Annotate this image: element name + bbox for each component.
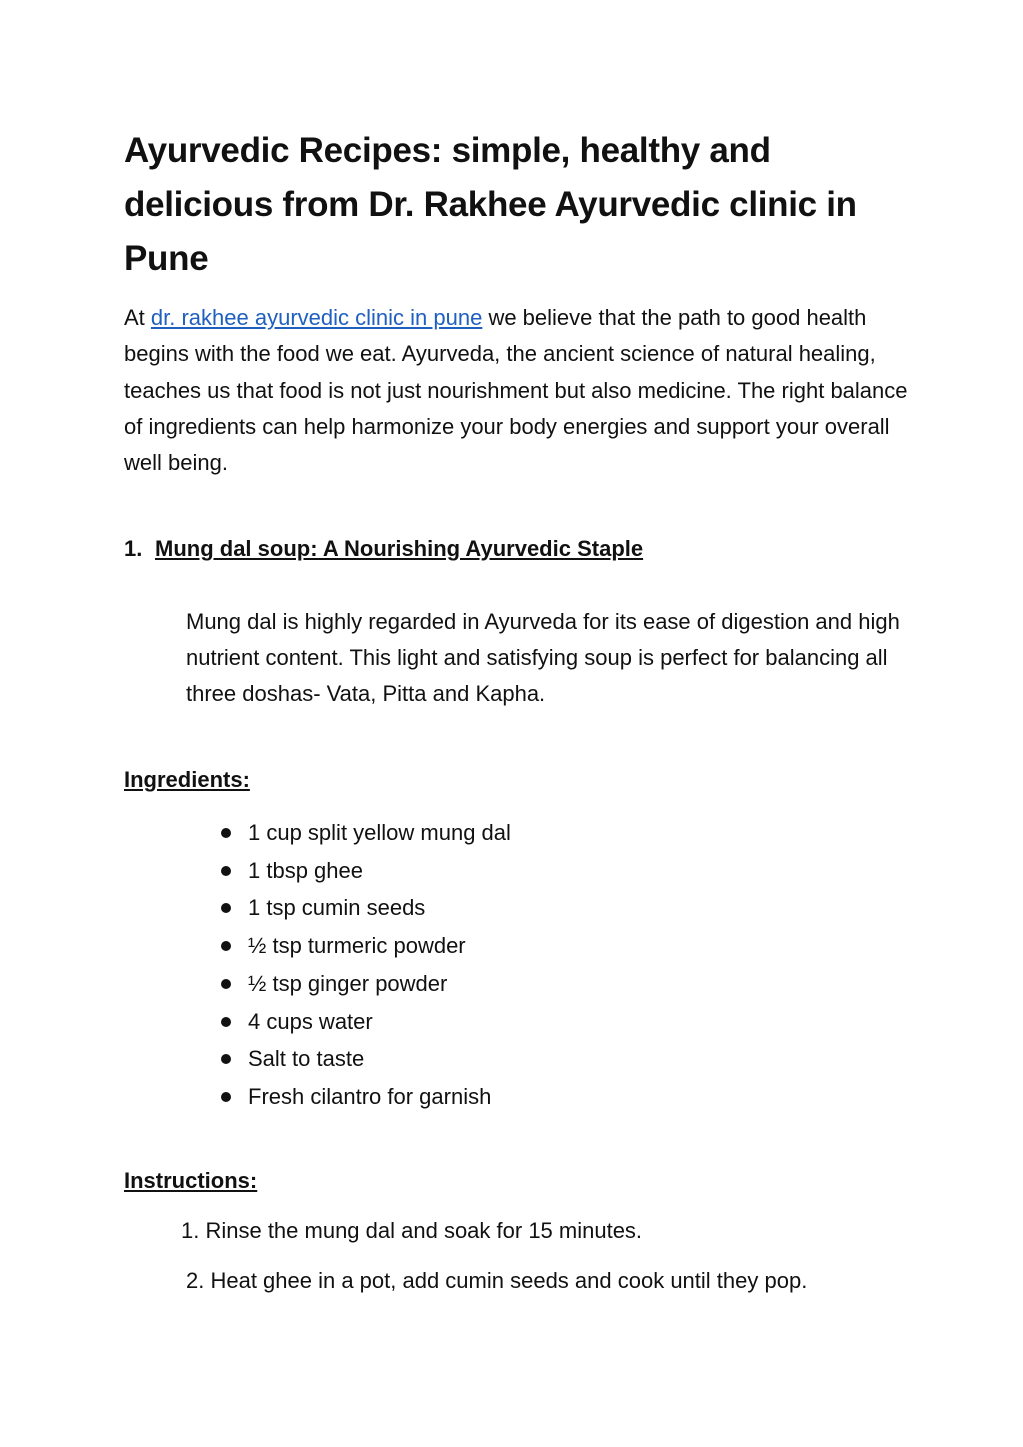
ingredient-text: ½ tsp ginger powder <box>248 970 448 996</box>
intro-paragraph <box>124 300 914 481</box>
clinic-link[interactable]: dr. rakhee ayurvedic clinic in pune <box>150 305 483 330</box>
ingredient-text: 1 tsp cumin seeds <box>248 895 426 921</box>
recipe-number: 1. <box>124 536 143 561</box>
page-title: Ayurvedic Recipes: simple, healthy and delicious from Dr. Rakhee Ayurvedic clinic in Pune <box>124 131 857 278</box>
recipe-description: Mung dal is highly regarded in Ayurveda for its ease of digestion and high nutrient content. This light and satisfying soup is perfect for balancing all three doshas- Vata, Pitta and Kapha. <box>186 609 900 706</box>
recipe-heading <box>124 533 643 565</box>
ingredients-list <box>215 814 511 1116</box>
list-item <box>215 1040 511 1078</box>
ingredient-text: Fresh cilantro for garnish <box>248 1083 492 1109</box>
list-item <box>215 852 511 890</box>
bullet-icon <box>221 979 231 989</box>
ingredient-text: Salt to taste <box>248 1046 365 1072</box>
bullet-icon <box>221 903 231 913</box>
ingredient-text: ½ tsp turmeric powder <box>248 933 466 959</box>
bullet-icon <box>221 941 231 951</box>
bullet-icon <box>221 1017 231 1027</box>
instruction-step-1: 1. Rinse the mung dal and soak for 15 minutes. <box>181 1218 643 1243</box>
instructions-label: Instructions: <box>124 1168 258 1193</box>
ingredient-text: 1 cup split yellow mung dal <box>248 820 511 845</box>
instruction-step-2: 2. Heat ghee in a pot, add cumin seeds and cook until they pop. <box>186 1268 808 1293</box>
bullet-icon <box>221 828 231 838</box>
bullet-icon <box>221 1092 231 1102</box>
intro-prefix: At <box>124 305 151 330</box>
recipe-heading-text: Mung dal soup: A Nourishing Ayurvedic Staple <box>155 536 644 561</box>
list-item <box>215 927 511 965</box>
list-item <box>215 1078 511 1116</box>
list-item <box>215 889 511 927</box>
ingredient-text: 4 cups water <box>248 1008 373 1034</box>
bullet-icon <box>221 866 231 876</box>
ingredient-text: 1 tbsp ghee <box>248 857 363 883</box>
list-item <box>215 965 511 1003</box>
list-item <box>215 1003 511 1041</box>
intro-body: we believe that the path to good health begins with the food we eat. Ayurveda, the ancient science of natural healing, teaches us that food is not just nourishment but also medicine. The right balance of ingredients can help harmonize your body energies and support your overall well being. <box>124 305 908 476</box>
ingredients-label: Ingredients: <box>124 767 250 792</box>
bullet-icon <box>221 1054 231 1064</box>
list-item <box>215 814 511 852</box>
